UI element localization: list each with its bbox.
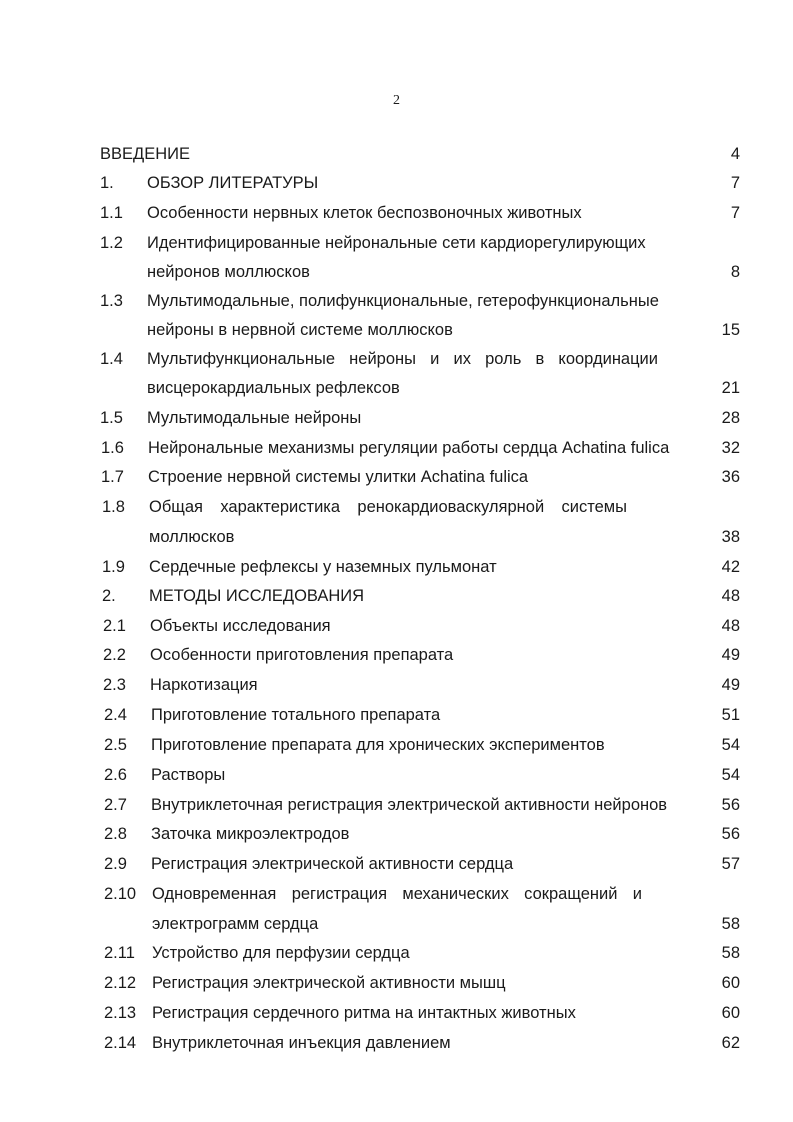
toc-entry-1-4-continued (0, 375, 793, 401)
toc-entry-number: 2. (102, 587, 116, 605)
toc-entry-number: 2.3 (103, 676, 126, 694)
toc-entry-1 (0, 170, 793, 196)
toc-entry-title: Мультифункциональные нейроны и их роль в координации (147, 350, 658, 368)
toc-entry-2-10-continued (0, 911, 793, 937)
toc-entry-2-9 (0, 851, 793, 877)
toc-entry-number: 1.7 (101, 468, 124, 486)
toc-entry-1-4 (0, 346, 793, 372)
toc-entry-2-4 (0, 702, 793, 728)
toc-entry-1-9 (0, 554, 793, 580)
toc-entry-title: Заточка микроэлектродов (151, 825, 350, 843)
page-number: 2 (393, 93, 400, 108)
toc-entry-title: Приготовление препарата для хронических экспериментов (151, 736, 605, 754)
toc-entry-title: ВВЕДЕНИЕ (100, 145, 190, 163)
toc-entry-title-continued: электрограмм сердца (152, 915, 319, 933)
toc-entry-number: 2.14 (104, 1034, 137, 1052)
toc-entry-1-8 (0, 494, 793, 520)
toc-entry-2-10 (0, 881, 793, 907)
toc-entry-2-8 (0, 821, 793, 847)
toc-entry-page: 56 (721, 825, 740, 843)
toc-entry-page: 32 (721, 439, 740, 457)
toc-entry-2-14 (0, 1030, 793, 1056)
toc-entry-2-7 (0, 792, 793, 818)
toc-entry-title: Нейрональные механизмы регуляции работы сердца Achatina fulica (148, 439, 670, 457)
toc-entry-number: 1.4 (100, 350, 123, 368)
toc-entry-page: 54 (721, 766, 740, 784)
toc-entry-title-continued: моллюсков (149, 528, 235, 546)
toc-entry-title: Строение нервной системы улитки Achatina fulica (148, 468, 529, 486)
toc-entry-2-13 (0, 1000, 793, 1026)
toc-entry-2-3 (0, 672, 793, 698)
toc-entry-page: 7 (730, 204, 740, 222)
toc-entry-page: 38 (721, 528, 740, 546)
toc-entry-title: Одновременная регистрация механических сокращений и (152, 885, 642, 903)
toc-entry-number: 1.8 (102, 498, 125, 516)
toc-entry-page: 48 (721, 617, 740, 635)
toc-entry-page: 8 (730, 263, 740, 281)
toc-entry-page: 15 (721, 321, 740, 339)
toc-entry-page: 54 (721, 736, 740, 754)
toc-entry-1-2 (0, 230, 793, 256)
toc-entry-title: Мультимодальные, полифункциональные, гетерофункциональные (147, 292, 659, 310)
toc-entry-number: 2.13 (104, 1004, 137, 1022)
toc-entry-title: ОБЗОР ЛИТЕРАТУРЫ (147, 174, 319, 192)
toc-entry-2-11 (0, 940, 793, 966)
toc-entry-title: Внутриклеточная инъекция давлением (152, 1034, 451, 1052)
toc-entry-number: 2.1 (103, 617, 126, 635)
toc-entry-number: 2.10 (104, 885, 137, 903)
toc-entry-1-3-continued (0, 317, 793, 343)
toc-entry-number: 2.4 (104, 706, 127, 724)
toc-entry-title: Идентифицированные нейрональные сети кардиорегулирующих (147, 234, 646, 252)
toc-entry-page: 60 (721, 1004, 740, 1022)
toc-entry-title: Мультимодальные нейроны (147, 409, 362, 427)
toc-entry-page: 62 (721, 1034, 740, 1052)
toc-entry-number: 2.6 (104, 766, 127, 784)
toc-entry-number: 2.5 (104, 736, 127, 754)
toc-entry-title: Особенности приготовления препарата (150, 646, 454, 664)
toc-entry-1-6 (0, 435, 793, 461)
toc-entry-title: МЕТОДЫ ИССЛЕДОВАНИЯ (149, 587, 365, 605)
toc-entry-number: 2.2 (103, 646, 126, 664)
toc-entry-title: Особенности нервных клеток беспозвоночных животных (147, 204, 582, 222)
toc-entry-1-3 (0, 288, 793, 314)
toc-entry-page: 48 (721, 587, 740, 605)
toc-entry-title: Общая характеристика ренокардиоваскулярной системы (149, 498, 627, 516)
toc-entry-page: 58 (721, 944, 740, 962)
toc-entry-page: 7 (730, 174, 740, 192)
toc-entry-2-6 (0, 762, 793, 788)
toc-entry-number: 1.2 (100, 234, 123, 252)
toc-entry-1-7 (0, 464, 793, 490)
toc-entry-2 (0, 583, 793, 609)
toc-entry-number: 2.8 (104, 825, 127, 843)
toc-entry-page: 58 (721, 915, 740, 933)
toc-entry-title: Регистрация электрической активности мышц (152, 974, 506, 992)
toc-entry-2-5 (0, 732, 793, 758)
toc-entry-title-continued: нейронов моллюсков (147, 263, 310, 281)
toc-entry-title: Внутриклеточная регистрация электрической активности нейронов (151, 796, 668, 814)
toc-entry-title: Регистрация электрической активности сердца (151, 855, 514, 873)
toc-entry-page: 21 (721, 379, 740, 397)
toc-entry-title: Наркотизация (150, 676, 258, 694)
toc-entry-page: 56 (721, 796, 740, 814)
toc-entry-title: Сердечные рефлексы у наземных пульмонат (149, 558, 497, 576)
toc-entry-title: Устройство для перфузии сердца (152, 944, 410, 962)
toc-entry-number: 2.11 (104, 944, 135, 962)
toc-entry-page: 36 (721, 468, 740, 486)
toc-entry-number: 1.5 (100, 409, 123, 427)
toc-entry-1-8-continued (0, 524, 793, 550)
toc-entry-number: 1.3 (100, 292, 123, 310)
toc-entry-page: 60 (721, 974, 740, 992)
toc-entry-1-2-continued (0, 259, 793, 285)
toc-entry-title: Растворы (151, 766, 226, 784)
toc-entry-introduction (0, 141, 793, 167)
toc-entry-number: 1.1 (100, 204, 123, 222)
toc-entry-number: 2.7 (104, 796, 127, 814)
toc-entry-page: 49 (721, 646, 740, 664)
toc-entry-2-2 (0, 642, 793, 668)
toc-entry-number: 2.9 (104, 855, 127, 873)
toc-entry-2-12 (0, 970, 793, 996)
toc-entry-page: 28 (721, 409, 740, 427)
toc-entry-page: 49 (721, 676, 740, 694)
toc-entry-1-5 (0, 405, 793, 431)
toc-entry-number: 2.12 (104, 974, 137, 992)
toc-entry-page: 51 (721, 706, 740, 724)
toc-entry-page: 42 (721, 558, 740, 576)
toc-entry-2-1 (0, 613, 793, 639)
toc-entry-title-continued: висцерокардиальных рефлексов (147, 379, 400, 397)
toc-entry-title-continued: нейроны в нервной системе моллюсков (147, 321, 453, 339)
toc-entry-title: Приготовление тотального препарата (151, 706, 441, 724)
toc-entry-page: 4 (730, 145, 740, 163)
toc-entry-title: Регистрация сердечного ритма на интактных животных (152, 1004, 576, 1022)
toc-entry-number: 1.6 (101, 439, 124, 457)
toc-entry-number: 1.9 (102, 558, 125, 576)
toc-entry-1-1 (0, 200, 793, 226)
toc-entry-title: Объекты исследования (150, 617, 331, 635)
toc-entry-page: 57 (721, 855, 740, 873)
toc-entry-number: 1. (100, 174, 114, 192)
